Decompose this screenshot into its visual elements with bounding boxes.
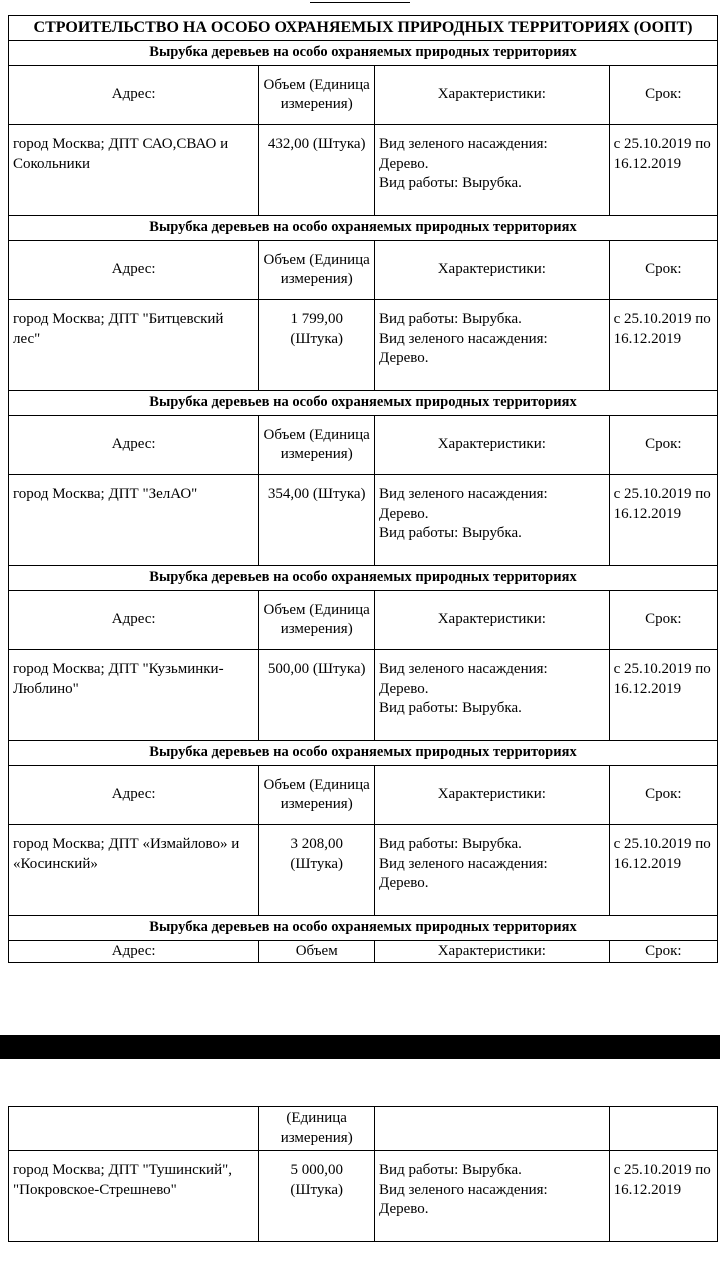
table-header-row [9, 241, 718, 300]
table-row [9, 1151, 718, 1242]
header-volume: Объем (Единица измерения) [259, 66, 375, 125]
header-term: Срок: [609, 941, 717, 963]
cell-volume: 354,00 (Штука) [259, 475, 375, 566]
characteristic-line: Дерево. [379, 350, 429, 366]
characteristic-line: Дерево. [379, 505, 429, 522]
characteristic-line: Дерево. [379, 1201, 429, 1217]
table-header-row [9, 766, 718, 825]
characteristic-line: Вид зеленого насаждения: [379, 661, 548, 677]
header-term: Срок: [609, 66, 717, 125]
header-characteristics: Характеристики: [375, 591, 610, 650]
cell-address: город Москва; ДПТ «Измайлово» и «Косинский» [9, 825, 259, 916]
cell-volume: 500,00 (Штука) [259, 650, 375, 741]
characteristic-line: Вид зеленого насаждения: [379, 1181, 548, 1198]
oopt-table-continued [8, 1106, 718, 1242]
cell-volume: 3 208,00 (Штука) [259, 825, 375, 916]
characteristic-line: Вид зеленого насаждения: [379, 855, 548, 872]
characteristic-line: Дерево. [379, 680, 429, 697]
section-title: Вырубка деревьев на особо охраняемых природных территориях [9, 216, 718, 241]
page-break-bar [0, 1035, 720, 1059]
section-title: Вырубка деревьев на особо охраняемых природных территориях [9, 566, 718, 591]
table-row [9, 125, 718, 216]
characteristic-line: Вид работы: Вырубка. [379, 311, 522, 327]
cell-term: с 25.10.2019 по 16.12.2019 [609, 125, 717, 216]
header-characteristics: Характеристики: [375, 66, 610, 125]
cell-volume: 432,00 (Штука) [259, 125, 375, 216]
header-volume-cont: (Единица измерения) [259, 1107, 375, 1151]
header-term: Срок: [609, 766, 717, 825]
cell-term: с 25.10.2019 по 16.12.2019 [609, 650, 717, 741]
characteristic-line: Вид работы: Вырубка. [379, 1162, 522, 1178]
cell-characteristics [375, 1151, 610, 1242]
characteristic-line: Вид работы: Вырубка. [379, 175, 522, 191]
characteristic-line: Вид зеленого насаждения: [379, 486, 548, 502]
header-address: Адрес: [9, 241, 259, 300]
characteristic-line: Дерево. [379, 875, 429, 891]
header-term-empty [609, 1107, 717, 1151]
table-header-row-partial [9, 941, 718, 963]
header-volume: Объем [259, 941, 375, 963]
table-row [9, 825, 718, 916]
section-title: Вырубка деревьев на особо охраняемых природных территориях [9, 916, 718, 941]
header-address: Адрес: [9, 941, 259, 963]
table-header-row [9, 416, 718, 475]
section-title-row [9, 216, 718, 241]
oopt-table [8, 15, 718, 963]
header-volume: Объем (Единица измерения) [259, 766, 375, 825]
header-term: Срок: [609, 241, 717, 300]
header-volume: Объем (Единица измерения) [259, 416, 375, 475]
header-characteristics: Характеристики: [375, 941, 610, 963]
characteristic-line: Вид работы: Вырубка. [379, 700, 522, 716]
cell-address: город Москва; ДПТ "Битцевский лес" [9, 300, 259, 391]
characteristic-line: Дерево. [379, 155, 429, 172]
characteristic-line: Вид работы: Вырубка. [379, 525, 522, 541]
section-title: Вырубка деревьев на особо охраняемых природных территориях [9, 741, 718, 766]
section-title-row [9, 41, 718, 66]
cell-volume: 5 000,00 (Штука) [259, 1151, 375, 1242]
characteristic-line: Вид работы: Вырубка. [379, 836, 522, 852]
table-header-row-continued [9, 1107, 718, 1151]
cell-address: город Москва; ДПТ "ЗелАО" [9, 475, 259, 566]
cell-address: город Москва; ДПТ "Тушинский", "Покровское-Стрешнево" [9, 1151, 259, 1242]
table-header-row [9, 591, 718, 650]
cell-characteristics [375, 475, 610, 566]
header-address: Адрес: [9, 591, 259, 650]
table-row [9, 300, 718, 391]
table-row [9, 475, 718, 566]
cell-term: с 25.10.2019 по 16.12.2019 [609, 825, 717, 916]
header-characteristics: Характеристики: [375, 416, 610, 475]
section-title-row [9, 391, 718, 416]
previous-page-edge [0, 0, 720, 10]
header-volume: Объем (Единица измерения) [259, 241, 375, 300]
section-title-row [9, 741, 718, 766]
cell-characteristics [375, 125, 610, 216]
header-characteristics: Характеристики: [375, 241, 610, 300]
section-title: Вырубка деревьев на особо охраняемых природных территориях [9, 391, 718, 416]
header-volume: Объем (Единица измерения) [259, 591, 375, 650]
header-characteristics-empty [375, 1107, 610, 1151]
document-title: СТРОИТЕЛЬСТВО НА ОСОБО ОХРАНЯЕМЫХ ПРИРОДНЫХ ТЕРРИТОРИЯХ (ООПТ) [9, 16, 718, 41]
characteristic-line: Вид зеленого насаждения: [379, 136, 548, 152]
section-title-row [9, 916, 718, 941]
header-characteristics: Характеристики: [375, 766, 610, 825]
characteristic-line: Вид зеленого насаждения: [379, 330, 548, 347]
cell-address: город Москва; ДПТ "Кузьминки-Люблино" [9, 650, 259, 741]
header-address: Адрес: [9, 66, 259, 125]
section-title: Вырубка деревьев на особо охраняемых природных территориях [9, 41, 718, 66]
header-address: Адрес: [9, 416, 259, 475]
header-address: Адрес: [9, 766, 259, 825]
cell-term: с 25.10.2019 по 16.12.2019 [609, 1151, 717, 1242]
header-address-empty [9, 1107, 259, 1151]
header-term: Срок: [609, 416, 717, 475]
document-title-row [9, 16, 718, 41]
cell-characteristics [375, 650, 610, 741]
cell-volume: 1 799,00 (Штука) [259, 300, 375, 391]
cell-address: город Москва; ДПТ САО,СВАО и Сокольники [9, 125, 259, 216]
header-term: Срок: [609, 591, 717, 650]
cell-characteristics [375, 300, 610, 391]
cell-term: с 25.10.2019 по 16.12.2019 [609, 475, 717, 566]
table-row [9, 650, 718, 741]
cell-characteristics [375, 825, 610, 916]
cell-term: с 25.10.2019 по 16.12.2019 [609, 300, 717, 391]
section-title-row [9, 566, 718, 591]
table-header-row [9, 66, 718, 125]
